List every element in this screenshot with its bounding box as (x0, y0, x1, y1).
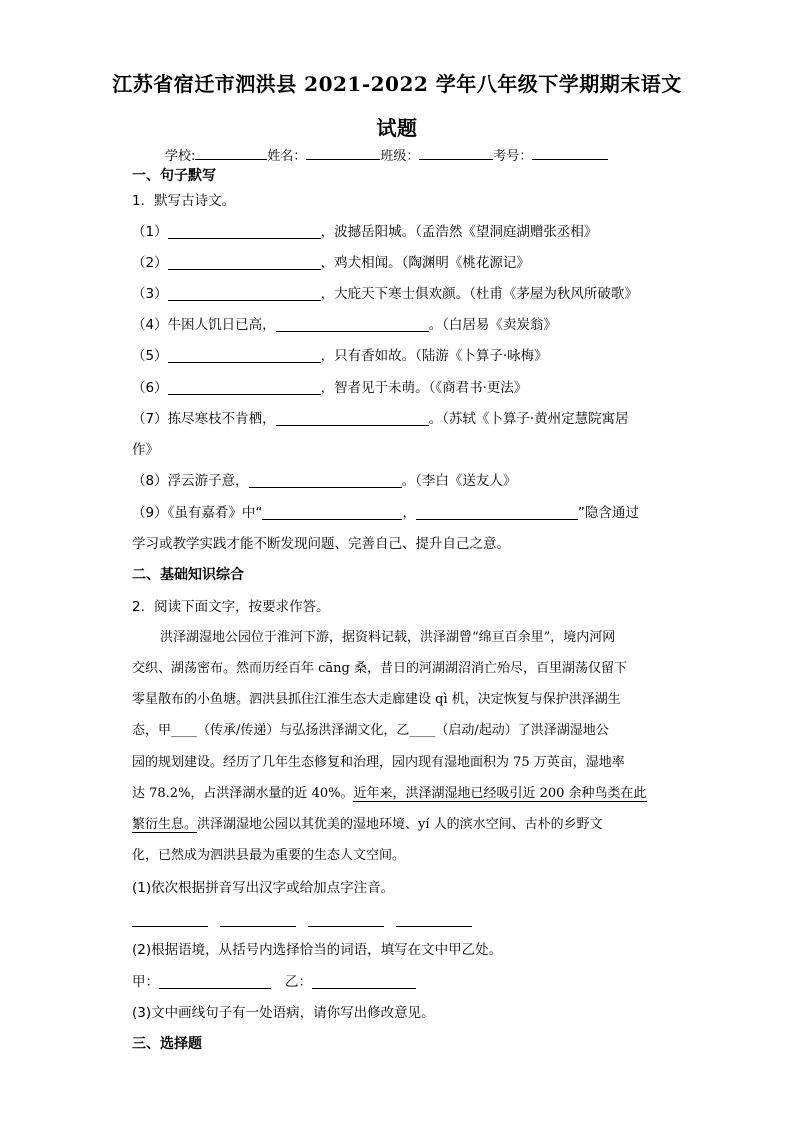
dictation-item-1: （1） ，波撼岳阳城。（孟浩然《望洞庭湖赠张丞相》 (132, 224, 598, 240)
section1-heading: 一、句子默写 (132, 168, 216, 184)
answer-blank (262, 504, 402, 520)
answer-line (132, 925, 208, 927)
yi-blank (312, 973, 416, 989)
exam-title-line1: 江苏省宿迁市泗洪县 2021-2022 学年八年级下学期期末语文 (112, 72, 682, 96)
dictation-item-8: （8）浮云游子意， 。（李白《送友人》 (132, 473, 517, 489)
section3-heading: 三、选择题 (132, 1036, 202, 1052)
dictation-item-2: （2） ，鸡犬相闻。（陶渊明《桃花源记》 (132, 255, 530, 271)
sub-question-3: (3)文中画线句子有一处语病，请你写出修改意见。 (132, 1005, 435, 1021)
school-blank (195, 145, 267, 160)
number-label: 考号： (493, 149, 533, 164)
dictation-item-9: （9）《虽有嘉肴》中“ ， ”隐含通过 (132, 505, 639, 521)
passage-line: 洪泽湖湿地公园位于淮河下游，据资料记载，洪泽湖曾“绵亘百余里”，境内河网 (160, 630, 616, 645)
school-label: 学校: (165, 149, 196, 164)
student-info-row (165, 145, 608, 164)
dictation-item-9-cont: 学习或教学实践才能不断发现问题、完善自己、提升自己之意。 (132, 536, 510, 552)
class-blank (419, 145, 493, 160)
section2-heading: 二、基础知识综合 (132, 567, 244, 583)
passage-line: 态，甲____（传承/传递）与弘扬洪泽湖文化，乙____（启动/起动）了洪泽湖湿地公 (132, 723, 609, 738)
jia-label: 甲： (132, 974, 159, 990)
answer-line (220, 925, 296, 927)
passage-line: 化，已然成为泗洪县最为重要的生态人文空间。 (132, 848, 406, 863)
jia-yi-answer-row (132, 972, 416, 992)
answer-blank (168, 379, 321, 395)
number-blank (532, 145, 608, 160)
underlined-sentence-cont: 繁衍生息。 (132, 817, 198, 832)
question-2: 2．阅读下面文字，按要求作答。 (132, 599, 330, 615)
answer-blank (168, 347, 321, 363)
question-1: 1．默写古诗文。 (132, 193, 236, 209)
name-label: 姓名： (267, 149, 307, 164)
class-label: 班级： (380, 149, 420, 164)
passage-line: 达 78.2%，占洪泽湖水量的近 40%。近年来，洪泽湖湿地已经吸引近 200 余种鸟类在此 (132, 786, 647, 801)
dictation-item-7-cont: 作》 (132, 442, 159, 458)
sub-question-1: (1)依次根据拼音写出汉字或给加点字注音。 (132, 880, 395, 896)
answer-blank (249, 472, 402, 488)
answer-blank (276, 316, 429, 332)
answer-blank (168, 223, 321, 239)
underlined-sentence: 近年来，洪泽湖湿地已经吸引近 200 余种鸟类在此 (353, 786, 647, 801)
passage-line: 繁衍生息。洪泽湖湿地公园以其优美的湿地环境、yí 人的滨水空间、古朴的乡野文 (132, 817, 603, 832)
dictation-item-7: （7）拣尽寒枝不肯栖， 。（苏轼《卜算子·黄州定慧院寓居 (132, 411, 629, 427)
answer-blank (416, 504, 578, 520)
answer-line (396, 925, 472, 927)
jia-blank (159, 973, 271, 989)
name-blank (306, 145, 380, 160)
passage-line: 零星散布的小鱼塘。泗洪县抓住江淮生态大走廊建设 qì 机，决定恢复与保护洪泽湖生 (132, 692, 621, 707)
answer-blank (168, 285, 321, 301)
answer-blank (168, 254, 321, 270)
answer-line (308, 925, 384, 927)
dictation-item-4: （4）牛困人饥日已高， 。（白居易《卖炭翁》 (132, 317, 557, 333)
dictation-item-3: （3） ，大庇天下寒士俱欢颜。（杜甫《茅屋为秋风所破歌》 (132, 286, 638, 302)
passage-line: 园的规划建设。经历了几年生态修复和治理，园内现有湿地面积为 75 万英亩，湿地率 (132, 755, 625, 770)
exam-title-line2: 试题 (376, 116, 418, 140)
yi-label: 乙： (285, 974, 312, 990)
passage-line: 交织、湖荡密布。然而历经百年 cāng 桑，昔日的河湖湖沼消亡殆尽，百里湖荡仅留下 (132, 661, 627, 676)
sub-question-2: (2)根据语境，从括号内选择恰当的词语，填写在文中甲乙处。 (132, 942, 503, 958)
dictation-item-5: （5） ，只有香如故。（陆游《卜算子·咏梅》 (132, 348, 548, 364)
dictation-item-6: （6） ，智者见于未萌。（《商君书·更法》 (132, 380, 528, 396)
answer-blank (276, 410, 429, 426)
